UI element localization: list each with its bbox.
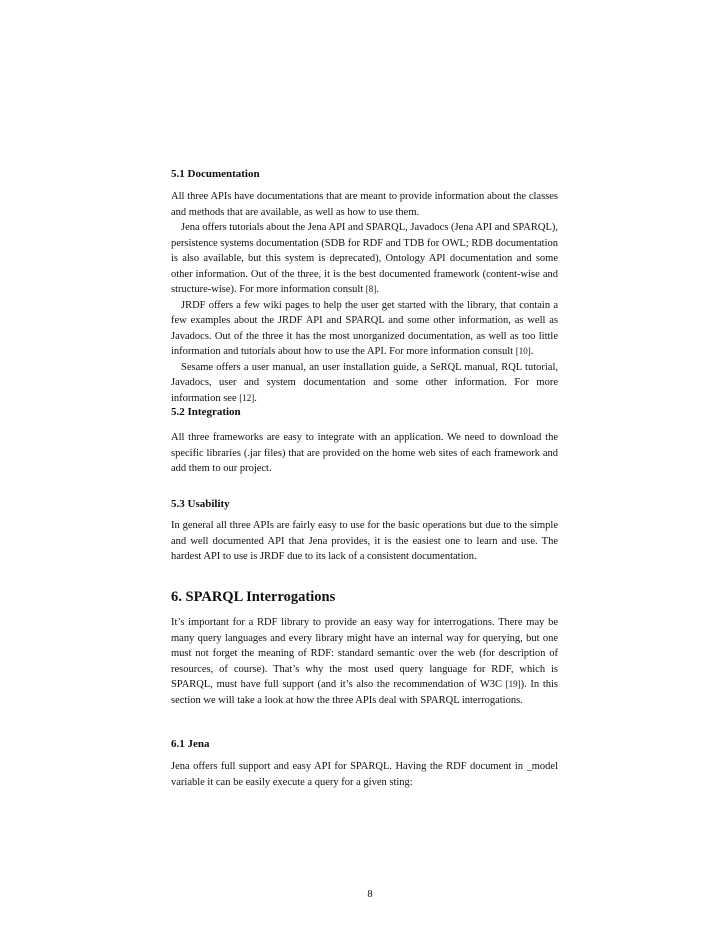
section-5-1-body [171,189,558,406]
section-6-1-body [171,759,558,790]
section-heading-6-1: 6.1 Jena [171,738,210,750]
paragraph-text: JRDF offers a few wiki pages to help the user get started with the library, that contain a few examples about the JRDF API and SPARQL and some other information, as well as Javadocs. Out of the three it has the most unorganized documentation, as well as too little information and tutorials about how to use the API. For more information consult [171,299,558,357]
paragraph-end: . [254,392,257,404]
paragraph-text: Sesame offers a user manual, an user installation guide, a SeRQL manual, RQL tutorial, Javadocs, user and system documentation and some other information. For more information see [171,361,558,404]
citation: [19] [505,679,521,689]
section-heading-5-1: 5.1 Documentation [171,168,260,180]
citation: [12] [239,392,255,403]
section-heading-5-3: 5.3 Usability [171,498,230,510]
paragraph-text: Jena offers tutorials about the Jena API and SPARQL, Javadocs (Jena API and SPARQL), persistence systems documentation (SDB for RDF and TDB for OWL; RDB documentation is also available, but this system is deprecated), Ontology API documentation and some other information. Out of the three, it is the best documented framework (content-wise and structure-wise). For more information consult [171,222,558,295]
section-5-3-body [171,518,558,565]
paragraph [171,360,558,407]
paragraph [171,298,558,360]
paragraph: Jena offers full support and easy API for SPARQL. Having the RDF document in _model variable it can be easily execute a query for a given sting: [171,761,558,788]
paragraph [171,615,558,708]
section-heading-5-2: 5.2 Integration [171,406,241,418]
citation: [10] [515,346,531,356]
paragraph: In general all three APIs are fairly easy to use for the basic operations but due to the simple and well documented API that Jena provides, it is the easiest one to learn and use. The hardest API to use is JRDF due to its lack of a consistent documentation. [171,520,558,562]
paragraph-end: . [530,346,534,357]
citation: [8] [365,284,377,294]
paragraph-end: . [376,284,379,295]
paragraph: All three frameworks are easy to integrate with an application. We need to download the specific libraries (.jar files) that are provided on the home web sites of each framework and add them to our project. [171,432,558,474]
section-6-body [171,615,558,708]
section-heading-6: 6. SPARQL Interrogations [171,589,336,605]
paragraph-end: ). In this section we will take a look at how the three APIs deal with SPARQL interrogations. [171,679,558,706]
paragraph: All three APIs have documentations that are meant to provide information about the classes and methods that are available, as well as how to use them. [171,191,558,218]
paragraph-text: It’s important for a RDF library to provide an easy way for interrogations. There may be many query languages and every library might have an internal way for querying, but one must not forget the meaning of RDF: standard semantic over the web (for description of resources, of course). That’s why the most used query language for RDF, which is SPARQL, must have full support (and it’s also the recommendation of W3C [171,617,558,690]
section-5-2-body [171,430,558,477]
paragraph [171,220,558,298]
page-number: 8 [367,889,373,900]
